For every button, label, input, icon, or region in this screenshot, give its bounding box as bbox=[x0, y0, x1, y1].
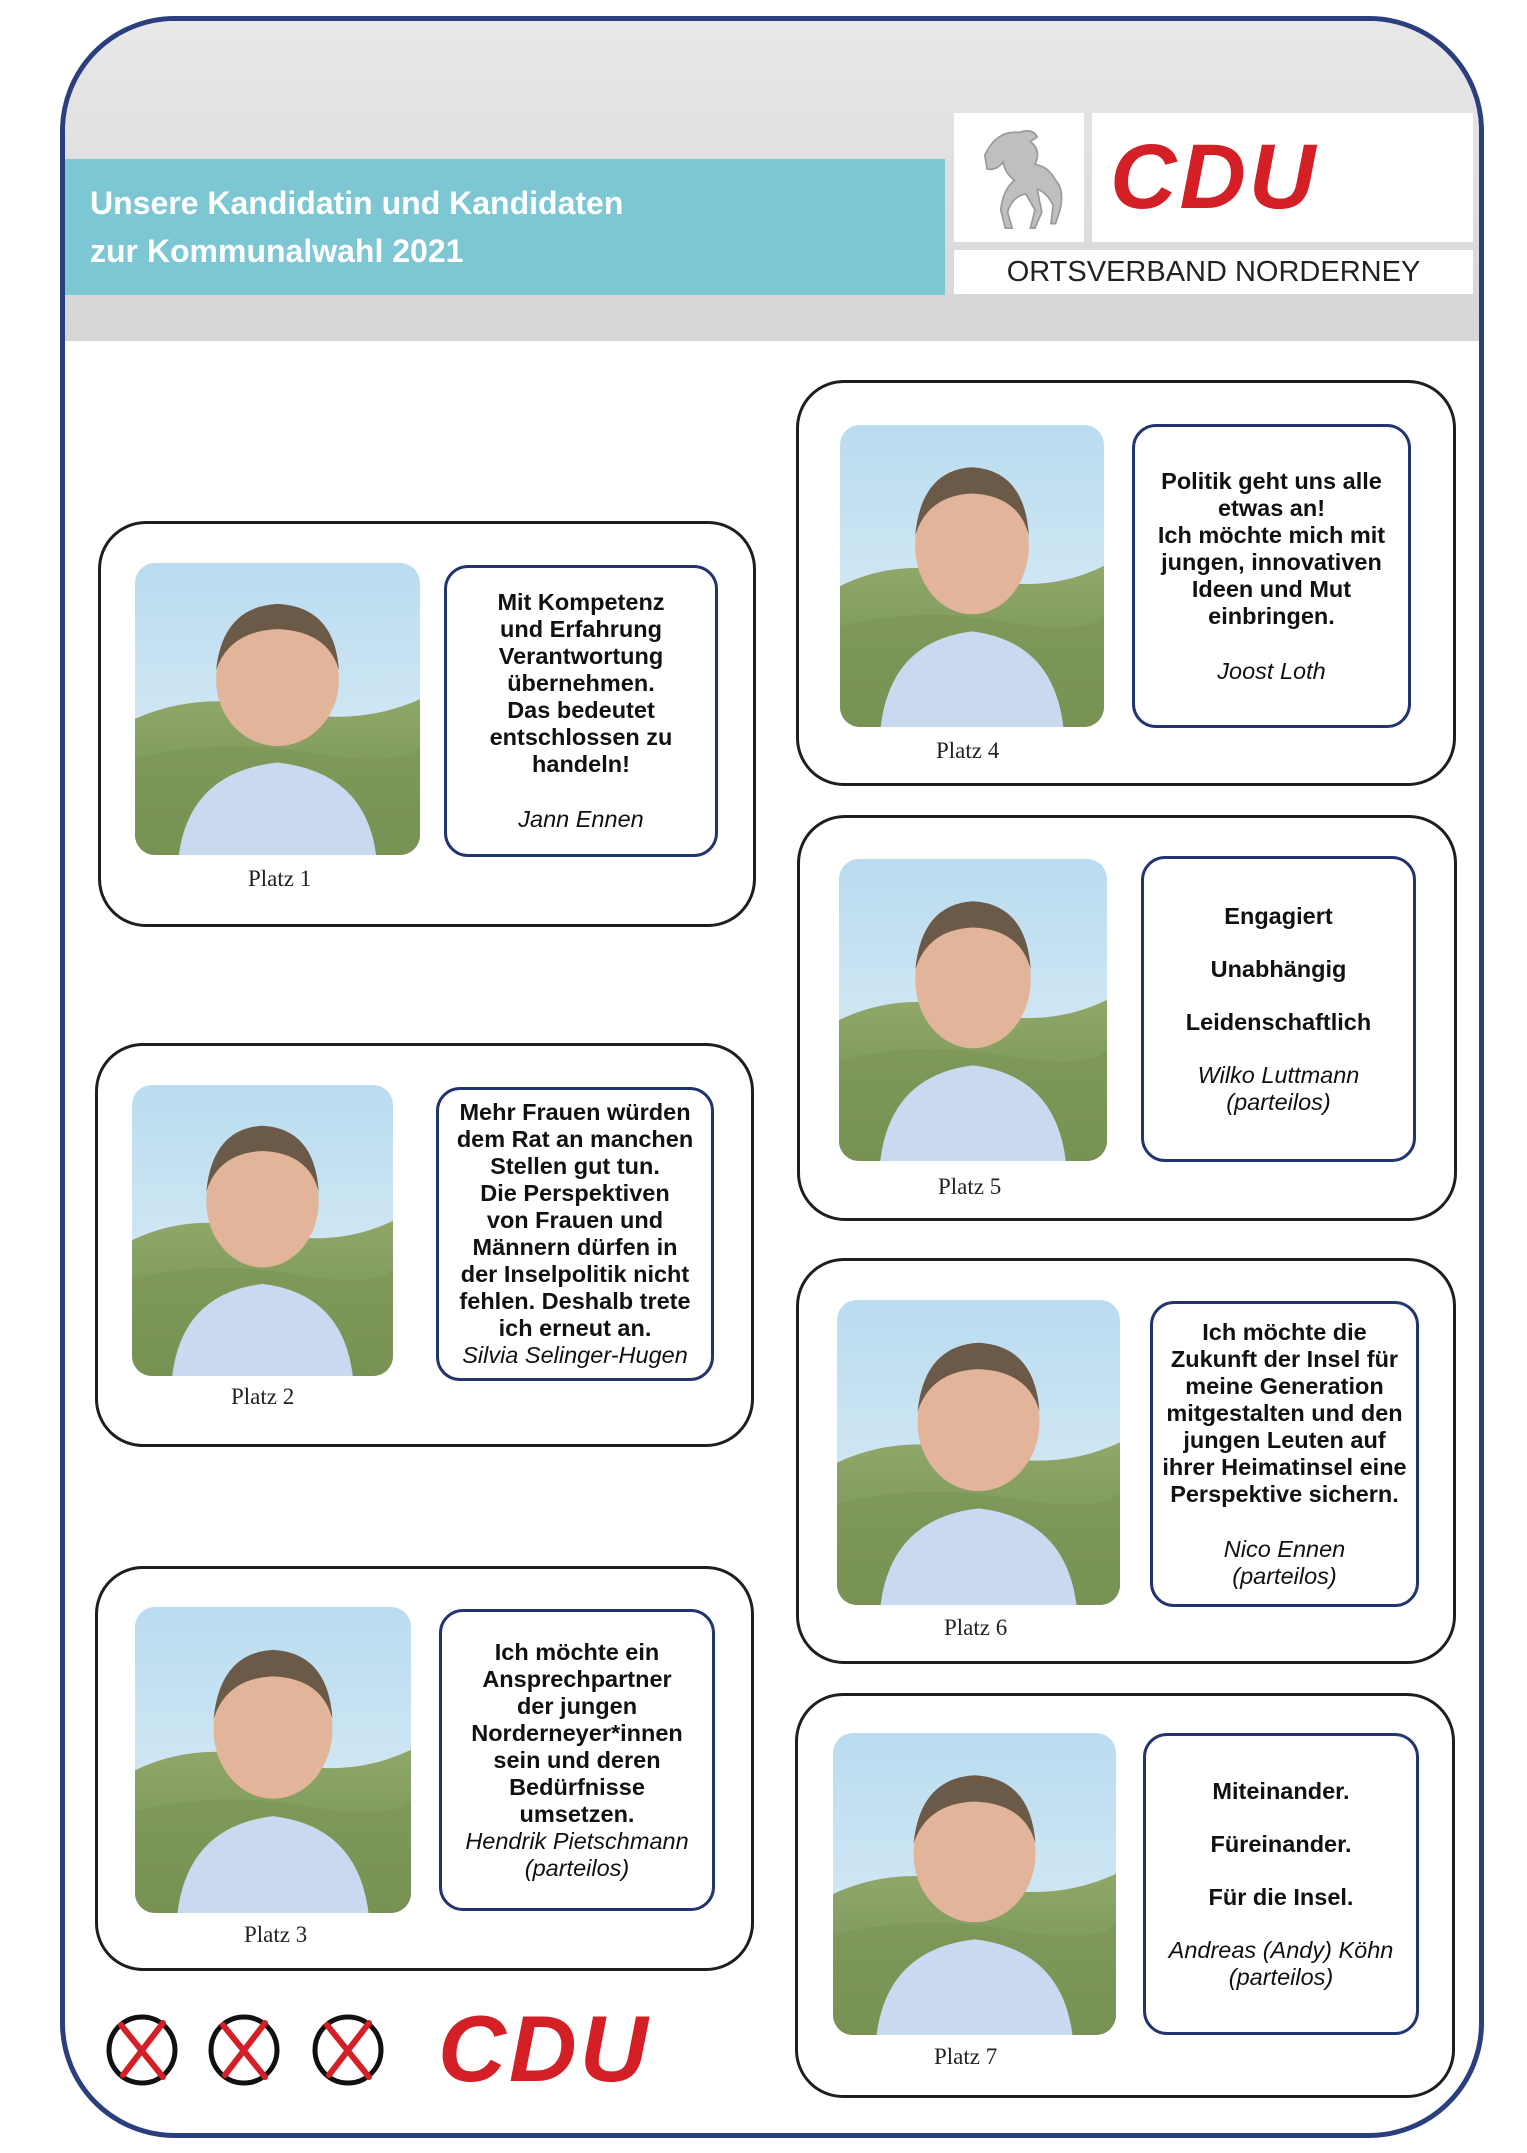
candidate-photo-6 bbox=[837, 1300, 1120, 1605]
quote-line: entschlossen zu bbox=[489, 724, 673, 750]
quote-line: Ich möchte die bbox=[1202, 1318, 1367, 1345]
candidate-quote-7 bbox=[1143, 1733, 1419, 2035]
quote-line: einbringen. bbox=[1208, 602, 1335, 629]
candidate-quote-6 bbox=[1150, 1301, 1419, 1607]
quote-line: Bedürfnisse bbox=[509, 1773, 645, 1800]
quote-line: ihrer Heimatinsel eine bbox=[1162, 1453, 1407, 1480]
quote-line: Männern dürfen in bbox=[472, 1234, 678, 1260]
quote-line: Norderneyer*innen bbox=[471, 1719, 683, 1746]
quote-line: und Erfahrung bbox=[500, 616, 662, 642]
quote-line: Die Perspektiven bbox=[480, 1180, 670, 1206]
candidate-photo-5 bbox=[839, 859, 1107, 1161]
quote-line: ich erneut an. bbox=[498, 1315, 652, 1341]
quote-line: mitgestalten und den bbox=[1166, 1399, 1403, 1426]
quote-line: der jungen bbox=[516, 1692, 638, 1719]
candidate-affiliation: (parteilos) bbox=[1226, 1088, 1331, 1115]
candidate-quote-3 bbox=[439, 1609, 715, 1911]
candidate-name: Jann Ennen bbox=[518, 806, 644, 832]
candidate-affiliation: (parteilos) bbox=[524, 1854, 630, 1881]
quote-line: Politik geht uns alle bbox=[1161, 467, 1382, 494]
platz-label-3: Platz 3 bbox=[244, 1922, 308, 1947]
candidate-name: Silvia Selinger-Hugen bbox=[462, 1342, 688, 1368]
candidate-quote-2 bbox=[436, 1087, 714, 1381]
title-line-1: Unsere Kandidatin und Kandidaten bbox=[90, 185, 624, 221]
ballot-cross-icon bbox=[105, 2013, 179, 2087]
quote-line: etwas an! bbox=[1217, 494, 1326, 521]
candidate-photo-2 bbox=[132, 1085, 393, 1376]
quote-line: jungen Leuten auf bbox=[1183, 1426, 1386, 1453]
candidate-name: Hendrik Pietschmann bbox=[465, 1827, 689, 1854]
ballot-cross-icon bbox=[311, 2013, 385, 2087]
party-logo-block bbox=[954, 113, 1473, 301]
quote-line: umsetzen. bbox=[519, 1800, 635, 1827]
cdu-logo: CDU bbox=[1110, 126, 1319, 228]
platz-label-7: Platz 7 bbox=[934, 2044, 998, 2069]
horse-emblem bbox=[954, 113, 1084, 242]
quote-line: Zukunft der Insel für bbox=[1170, 1345, 1399, 1372]
quote-line: Für die Insel. bbox=[1208, 1883, 1354, 1910]
quote-line: dem Rat an manchen bbox=[456, 1126, 694, 1152]
horse-icon bbox=[962, 121, 1076, 235]
title-banner bbox=[65, 159, 945, 295]
quote-line: Stellen gut tun. bbox=[490, 1153, 660, 1179]
quote-line: Ich möchte mich mit bbox=[1157, 521, 1386, 548]
candidate-photo-3 bbox=[135, 1607, 411, 1913]
quote-line: der Inselpolitik nicht bbox=[460, 1261, 690, 1287]
quote-line: sein und deren bbox=[493, 1746, 661, 1773]
quote-line: Mit Kompetenz bbox=[497, 589, 665, 615]
quote-line: Ansprechpartner bbox=[482, 1665, 672, 1692]
quote-line: Mehr Frauen würden bbox=[459, 1099, 691, 1125]
candidate-affiliation: (parteilos) bbox=[1232, 1562, 1337, 1589]
platz-label-6: Platz 6 bbox=[944, 1615, 1008, 1640]
candidate-photo-4 bbox=[840, 425, 1104, 727]
candidate-quote-1 bbox=[444, 565, 718, 857]
quote-line: Ich möchte ein bbox=[494, 1638, 660, 1665]
platz-label-4: Platz 4 bbox=[936, 738, 1000, 763]
quote-line: Ideen und Mut bbox=[1191, 575, 1352, 602]
candidate-name: Wilko Luttmann bbox=[1197, 1061, 1360, 1088]
association-name: ORTSVERBAND NORDERNEY bbox=[954, 250, 1473, 294]
quote-line: von Frauen und bbox=[486, 1207, 664, 1233]
quote-line: meine Generation bbox=[1185, 1372, 1384, 1399]
quote-line: Leidenschaftlich bbox=[1185, 1008, 1372, 1035]
candidate-name: Andreas (Andy) Köhn bbox=[1168, 1936, 1394, 1963]
quote-line: handeln! bbox=[532, 751, 630, 777]
quote-line: Füreinander. bbox=[1210, 1830, 1352, 1857]
candidate-affiliation: (parteilos) bbox=[1228, 1963, 1334, 1990]
platz-label-2: Platz 2 bbox=[231, 1384, 295, 1409]
quote-line: Verantwortung bbox=[498, 643, 664, 669]
platz-label-1: Platz 1 bbox=[248, 866, 312, 891]
candidate-photo-1 bbox=[135, 563, 420, 855]
quote-line: Miteinander. bbox=[1212, 1777, 1350, 1804]
cdu-logo-box bbox=[1092, 113, 1473, 242]
candidate-quote-4 bbox=[1132, 424, 1411, 728]
quote-line: jungen, innovativen bbox=[1161, 548, 1382, 575]
quote-line: übernehmen. bbox=[507, 670, 655, 696]
candidate-name: Nico Ennen bbox=[1223, 1535, 1346, 1562]
quote-line: Perspektive sichern. bbox=[1170, 1480, 1399, 1507]
title-line-2: zur Kommunalwahl 2021 bbox=[90, 233, 464, 269]
platz-label-5: Platz 5 bbox=[938, 1174, 1002, 1199]
ballot-cross-icon bbox=[207, 2013, 281, 2087]
quote-line: fehlen. Deshalb trete bbox=[459, 1288, 691, 1314]
quote-line: Unabhängig bbox=[1210, 955, 1347, 982]
quote-line: Engagiert bbox=[1224, 902, 1333, 929]
quote-line: Das bedeutet bbox=[507, 697, 655, 723]
candidate-quote-5 bbox=[1141, 856, 1416, 1162]
cdu-logo-footer: CDU bbox=[438, 1996, 651, 2101]
candidate-name: Joost Loth bbox=[1217, 657, 1326, 684]
candidate-photo-7 bbox=[833, 1733, 1116, 2035]
